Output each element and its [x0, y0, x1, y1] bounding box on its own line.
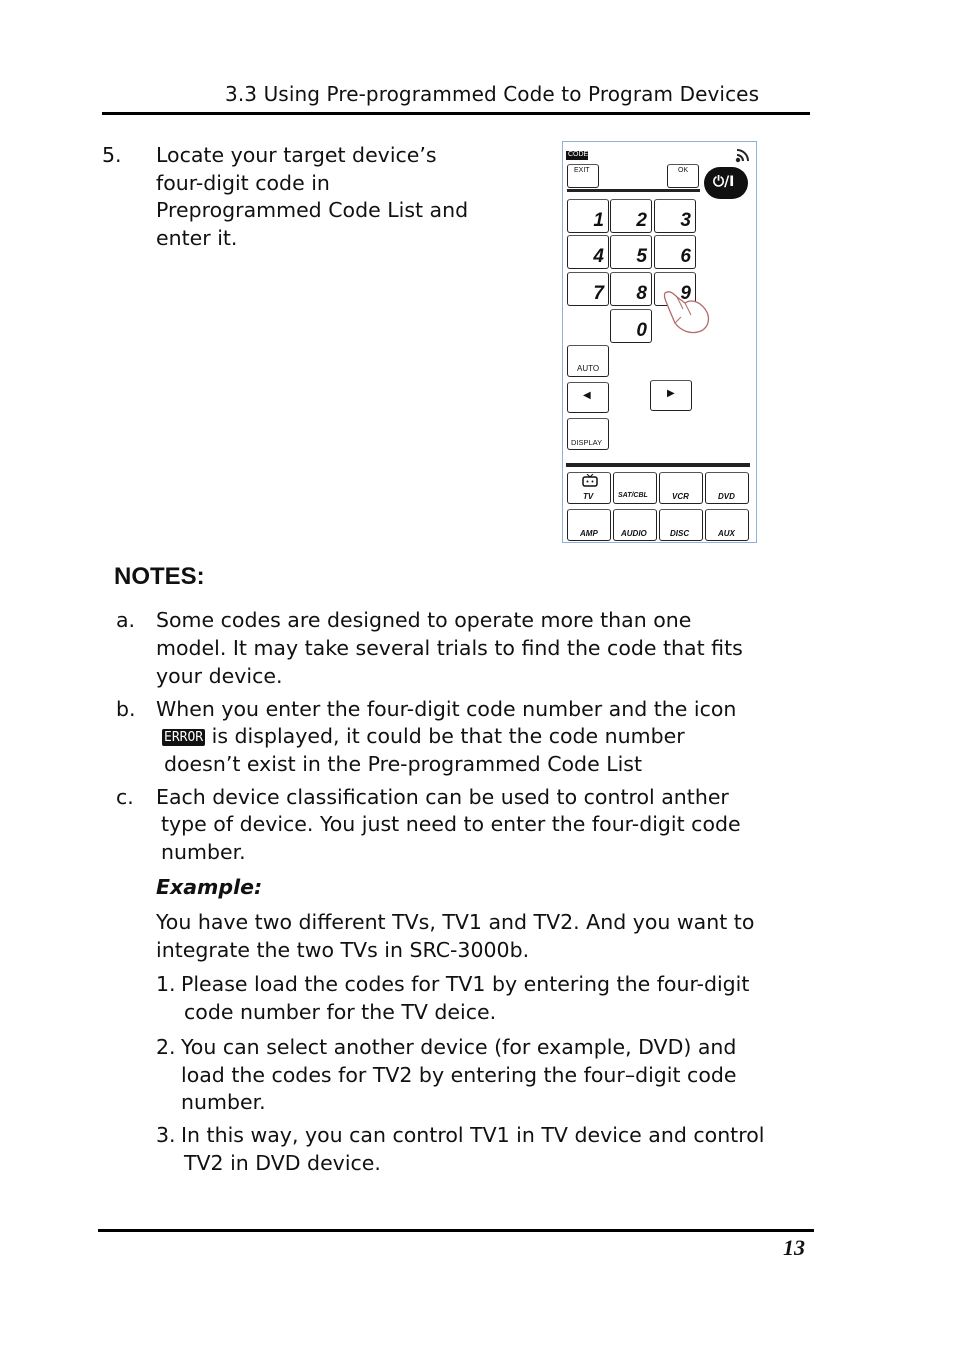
- remote-control-figure: [562, 141, 757, 543]
- note-c-line-3: number.: [161, 840, 246, 864]
- example-step-3-line-2: TV2 in DVD device.: [184, 1151, 381, 1175]
- key-4: [567, 235, 609, 269]
- page-number: 13: [783, 1235, 805, 1260]
- device-key-vcr-label: VCR: [672, 492, 689, 501]
- step-5-line-3: Preprogrammed Code List and: [156, 198, 469, 222]
- key-5: [610, 235, 652, 269]
- key-8: [610, 272, 652, 306]
- device-key-amp: [567, 509, 611, 541]
- device-key-audio: [613, 509, 657, 541]
- example-step-2-line-2: load the codes for TV2 by entering the four–digit code: [181, 1063, 737, 1087]
- step-5-line-1: Locate your target device’s: [156, 143, 437, 167]
- step-5-line-2: four-digit code in: [156, 171, 330, 195]
- key-5-label: 5: [636, 246, 647, 267]
- left-arrow-key: [567, 382, 609, 413]
- step-5-line-4: enter it.: [156, 226, 238, 250]
- step-5-number: 5.: [102, 143, 122, 167]
- key-3: [654, 199, 696, 233]
- tv-icon: [582, 474, 598, 487]
- note-b-line-3: doesn’t exist in the Pre-programmed Code List: [164, 752, 643, 776]
- code-badge-label: CODE: [568, 151, 589, 158]
- error-icon: ERROR: [164, 730, 204, 745]
- display-key: [567, 418, 609, 450]
- device-key-vcr: [659, 472, 703, 504]
- device-key-tv-label: TV: [583, 492, 594, 501]
- device-key-sat-cbl: [613, 472, 657, 504]
- ok-key: [667, 164, 699, 188]
- note-b-line-2: [162, 723, 685, 751]
- power-icon: ⏻/I: [713, 174, 735, 190]
- key-8-label: 8: [636, 283, 647, 304]
- key-6: [654, 235, 696, 269]
- exit-key: [567, 164, 599, 188]
- example-step-1-line-1: Please load the codes for TV1 by entering the four-digit: [181, 972, 750, 996]
- example-step-2-line-3: number.: [181, 1090, 266, 1114]
- note-c-line-2: type of device. You just need to enter the four-digit code: [161, 812, 741, 836]
- key-9-label: 9: [680, 283, 691, 304]
- display-key-label: DISPLAY: [571, 438, 603, 447]
- example-step-1-number: 1.: [156, 972, 176, 996]
- right-arrow-key: [650, 380, 692, 411]
- pointing-hand-icon: [661, 287, 713, 335]
- key-1-label: 1: [593, 210, 604, 231]
- device-key-disc: [659, 509, 703, 541]
- ok-key-label: OK: [678, 167, 689, 174]
- key-2: [610, 199, 652, 233]
- remote-divider-top: [567, 189, 700, 192]
- left-arrow-icon: ◀: [583, 390, 591, 401]
- key-7-label: 7: [593, 283, 604, 304]
- right-arrow-icon: ▶: [667, 388, 675, 399]
- notes-heading: NOTES:: [114, 563, 205, 590]
- example-step-3-number: 3.: [156, 1123, 176, 1147]
- note-a-line-3: your device.: [156, 664, 283, 688]
- device-key-dvd-label: DVD: [718, 492, 735, 501]
- running-header: 3.3 Using Pre-programmed Code to Program Devices: [225, 82, 760, 106]
- example-step-2-line-1: You can select another device (for example, DVD) and: [181, 1035, 737, 1059]
- key-6-label: 6: [680, 246, 691, 267]
- note-a-letter: a.: [116, 608, 136, 632]
- example-step-3-line-1: In this way, you can control TV1 in TV device and control: [181, 1123, 765, 1147]
- example-label: Example:: [156, 875, 263, 899]
- key-2-label: 2: [636, 210, 647, 231]
- exit-key-label: EXIT: [574, 167, 590, 174]
- device-key-aux: [705, 509, 749, 541]
- key-7: [567, 272, 609, 306]
- key-3-label: 3: [680, 210, 691, 231]
- auto-key-label: AUTO: [577, 364, 600, 373]
- key-4-label: 4: [593, 246, 604, 267]
- device-key-sat-cbl-label: SAT/CBL: [618, 492, 648, 499]
- note-c-line-1: Each device classification can be used to control anther: [156, 785, 729, 809]
- code-badge: [566, 151, 588, 160]
- key-1: [567, 199, 609, 233]
- note-b-line-1: When you enter the four-digit code number and the icon: [156, 697, 737, 721]
- device-key-amp-label: AMP: [580, 529, 598, 538]
- key-0: [610, 309, 652, 343]
- device-key-disc-label: DISC: [670, 529, 690, 538]
- example-line-1: You have two different TVs, TV1 and TV2. And you want to: [156, 910, 755, 934]
- remote-divider-bottom: [566, 463, 750, 467]
- note-a-line-1: Some codes are designed to operate more than one: [156, 608, 692, 632]
- device-key-audio-label: AUDIO: [621, 529, 647, 538]
- auto-key: [567, 345, 609, 377]
- signal-icon: [735, 147, 751, 163]
- note-c-letter: c.: [116, 785, 134, 809]
- header-rule: [102, 112, 810, 115]
- example-line-2: integrate the two TVs in SRC-3000b.: [156, 938, 530, 962]
- example-step-1-line-2: code number for the TV deice.: [184, 1000, 497, 1024]
- footer-rule: [98, 1229, 814, 1232]
- device-key-tv: [567, 472, 611, 504]
- key-0-label: 0: [636, 320, 647, 341]
- note-a-line-2: model. It may take several trials to find the code that fits: [156, 636, 743, 660]
- device-key-dvd: [705, 472, 749, 504]
- example-step-2-number: 2.: [156, 1035, 176, 1059]
- note-b-line-2-text: is displayed, it could be that the code number: [205, 724, 685, 748]
- note-b-letter: b.: [116, 697, 136, 721]
- device-key-aux-label: AUX: [718, 529, 735, 538]
- power-key: [704, 167, 748, 199]
